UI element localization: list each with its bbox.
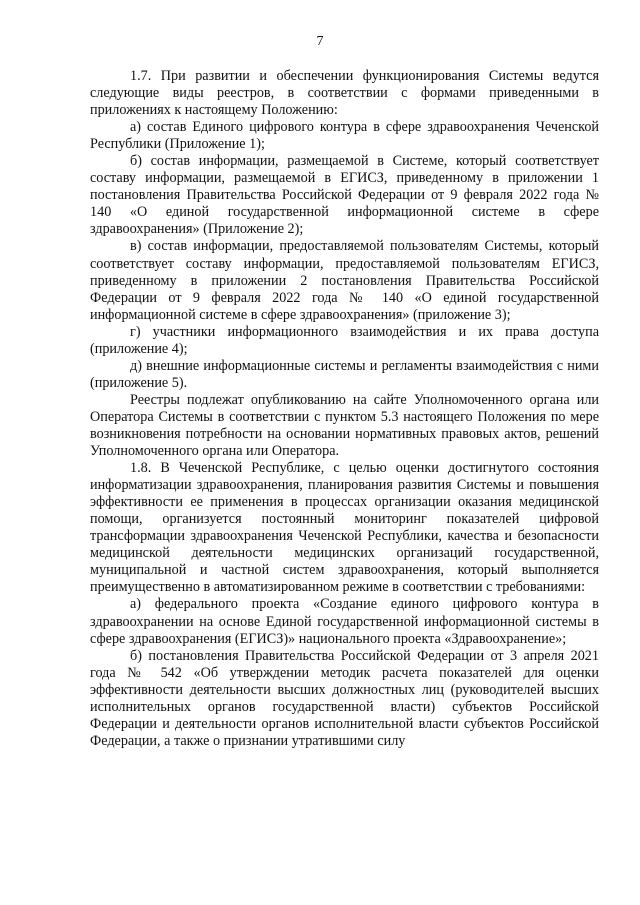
list-item-a-digital-contour: а) состав Единого цифрового контура в сфере здравоохранения Чеченской Республики (Приложение 1); — [90, 119, 599, 153]
page-number: 7 — [316, 34, 324, 49]
list-item-b-system-information: б) состав информации, размещаемой в Системе, который соответствует составу информации, размещаемой в ЕГИСЗ, приведенному в приложении 1 постановления Правительства Российской Федерации от 9 февраля 2022 года № 140 «О единой государственной информационной системе в сфере здравоохранения» (Приложение 2); — [90, 153, 599, 238]
paragraph-1-8: 1.8. В Чеченской Республике, с целью оценки достигнутого состояния информатизации здравоохранения, планирования развития Системы и повышения эффективности ее применения в процессах организации оказания медицинской помощи, организуется постоянный мониторинг показателей цифровой трансформации здравоохранения Чеченской Республики, качества и безопасности медицинской деятельности медицинских организаций государственной, муниципальной и частной систем здравоохранения, который выполняется преимущественно в автоматизированном режиме в соответствии с требованиями: — [90, 460, 599, 596]
list-item-v-user-information: в) состав информации, предоставляемой пользователям Системы, который соответствует составу информации, предоставляемой пользователям ЕГИСЗ, приведенному в приложении 2 постановления Правительства Российской Федерации от 9 февраля 2022 года № 140 «О единой государственной информационной системе в сфере здравоохранения» (приложение 3); — [90, 238, 599, 323]
list-item-b-government-decree: б) постановления Правительства Российской Федерации от 3 апреля 2021 года № 542 «Об утверждении методик расчета показателей для оценки эффективности деятельности высших должностных лиц (руководителей высших исполнительных органов государственной власти) субъектов Российской Федерации и деятельности органов исполнительной власти субъектов Российской Федерации, а также о признании утратившими силу — [90, 647, 599, 749]
paragraph-1-7: 1.7. При развитии и обеспечении функционирования Системы ведутся следующие виды реестров, в соответствии с формами приведенными в приложениях к настоящему Положению: — [90, 68, 599, 119]
list-item-d-external-systems: д) внешние информационные системы и регламенты взаимодействия с ними (приложение 5). — [90, 357, 599, 391]
list-item-a-federal-project: а) федерального проекта «Создание единого цифрового контура в здравоохранении на основе Единой государственной информационной системы в сфере здравоохранения (ЕГИСЗ)» национального проекта «Здравоохранение»; — [90, 596, 599, 647]
list-item-g-participants: г) участники информационного взаимодействия и их права доступа (приложение 4); — [90, 323, 599, 357]
paragraph-registry-publication: Реестры подлежат опубликованию на сайте Уполномоченного органа или Оператора Системы в соответствии с пунктом 5.3 настоящего Положения по мере возникновения потребности на основании нормативных правовых актов, решений Уполномоченного органа или Оператора. — [90, 391, 599, 460]
document-body — [90, 68, 599, 750]
